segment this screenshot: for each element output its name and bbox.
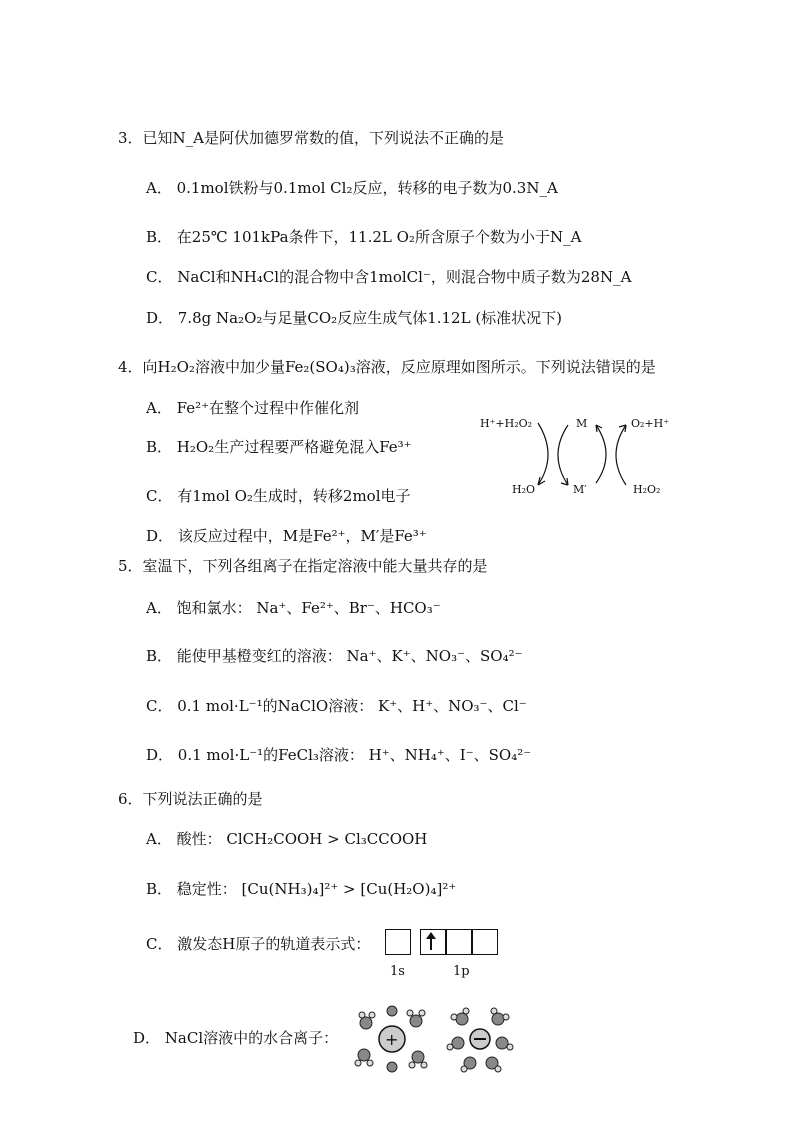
q3-stem: 3．已知N_A是阿伏加德罗常数的值，下列说法不正确的是 [118,129,505,147]
q3-option-a: A． 0.1mol铁粉与0.1mol Cl₂反应，转移的电子数为0.3N_A [146,179,558,197]
q6-option-d: D． NaCl溶液中的水合离子： [133,1029,339,1047]
q4-stem: 4．向H₂O₂溶液中加少量Fe₂(SO₄)₃溶液，反应原理如图所示。下列说法错误的是 [118,358,656,376]
reaction-cycle-diagram [478,405,708,515]
diagram-bottom-mid: M′ [573,483,587,496]
diagram-top-left: H⁺+H₂O₂ [480,417,533,430]
q5-option-d: D． 0.1 mol·L⁻¹的FeCl₃溶液： H⁺、NH₄⁺、I⁻、SO₄²⁻ [146,746,532,764]
orbital-label-1s: 1s [390,964,405,979]
diagram-top-mid: M [576,417,588,430]
hydrated-anion-image [440,1003,520,1075]
orbital-box-1p-3 [472,929,498,955]
q5-option-c: C． 0.1 mol·L⁻¹的NaClO溶液： K⁺、H⁺、NO₃⁻、Cl⁻ [146,697,527,715]
orbital-box-1s [385,929,411,955]
diagram-bottom-left: H₂O [512,483,536,496]
left-curve-arrow [538,423,548,485]
q6-option-a: A． 酸性： ClCH₂COOH > Cl₃CCOOH [146,830,428,848]
inner-left-curve-arrow [558,425,568,485]
q3-option-d: D． 7.8g Na₂O₂与足量CO₂反应生成气体1.12L (标准状况下) [146,309,563,327]
orbital-box-1p-1 [420,929,446,955]
hydrated-cation-image [352,1003,432,1075]
q3-option-b: B． 在25℃ 101kPa条件下，11.2L O₂所含原子个数为小于N_A [146,228,582,246]
q6-stem: 6．下列说法正确的是 [118,790,263,808]
q4-option-b: B． H₂O₂生产过程要严格避免混入Fe³⁺ [146,438,412,456]
svg-text:+: + [385,1030,399,1049]
orbital-box-1p-2 [446,929,472,955]
orbital-label-1p: 1p [453,964,470,979]
q5-option-b: B． 能使甲基橙变红的溶液： Na⁺、K⁺、NO₃⁻、SO₄²⁻ [146,647,523,665]
q5-stem: 5．室温下，下列各组离子在指定溶液中能大量共存的是 [118,557,488,575]
q4-option-c: C． 有1mol O₂生成时，转移2mol电子 [146,487,411,505]
up-arrow-icon [430,934,432,950]
right-curve-arrow [616,425,626,485]
diagram-top-right: O₂+H⁺ [631,417,670,430]
q4-option-a: A． Fe²⁺在整个过程中作催化剂 [146,399,359,417]
q3-option-c: C． NaCl和NH₄Cl的混合物中含1molCl⁻，则混合物中质子数为28N_A [146,268,632,286]
q6-option-b: B． 稳定性： [Cu(NH₃)₄]²⁺ > [Cu(H₂O)₄]²⁺ [146,880,457,898]
diagram-bottom-right: H₂O₂ [633,483,661,496]
q5-option-a: A． 饱和氯水： Na⁺、Fe²⁺、Br⁻、HCO₃⁻ [146,599,441,617]
q6-option-c: C． 激发态H原子的轨道表示式： [146,935,371,953]
q4-option-d: D． 该反应过程中，M是Fe²⁺，M′是Fe³⁺ [146,527,427,545]
inner-right-curve-arrow [596,425,606,483]
